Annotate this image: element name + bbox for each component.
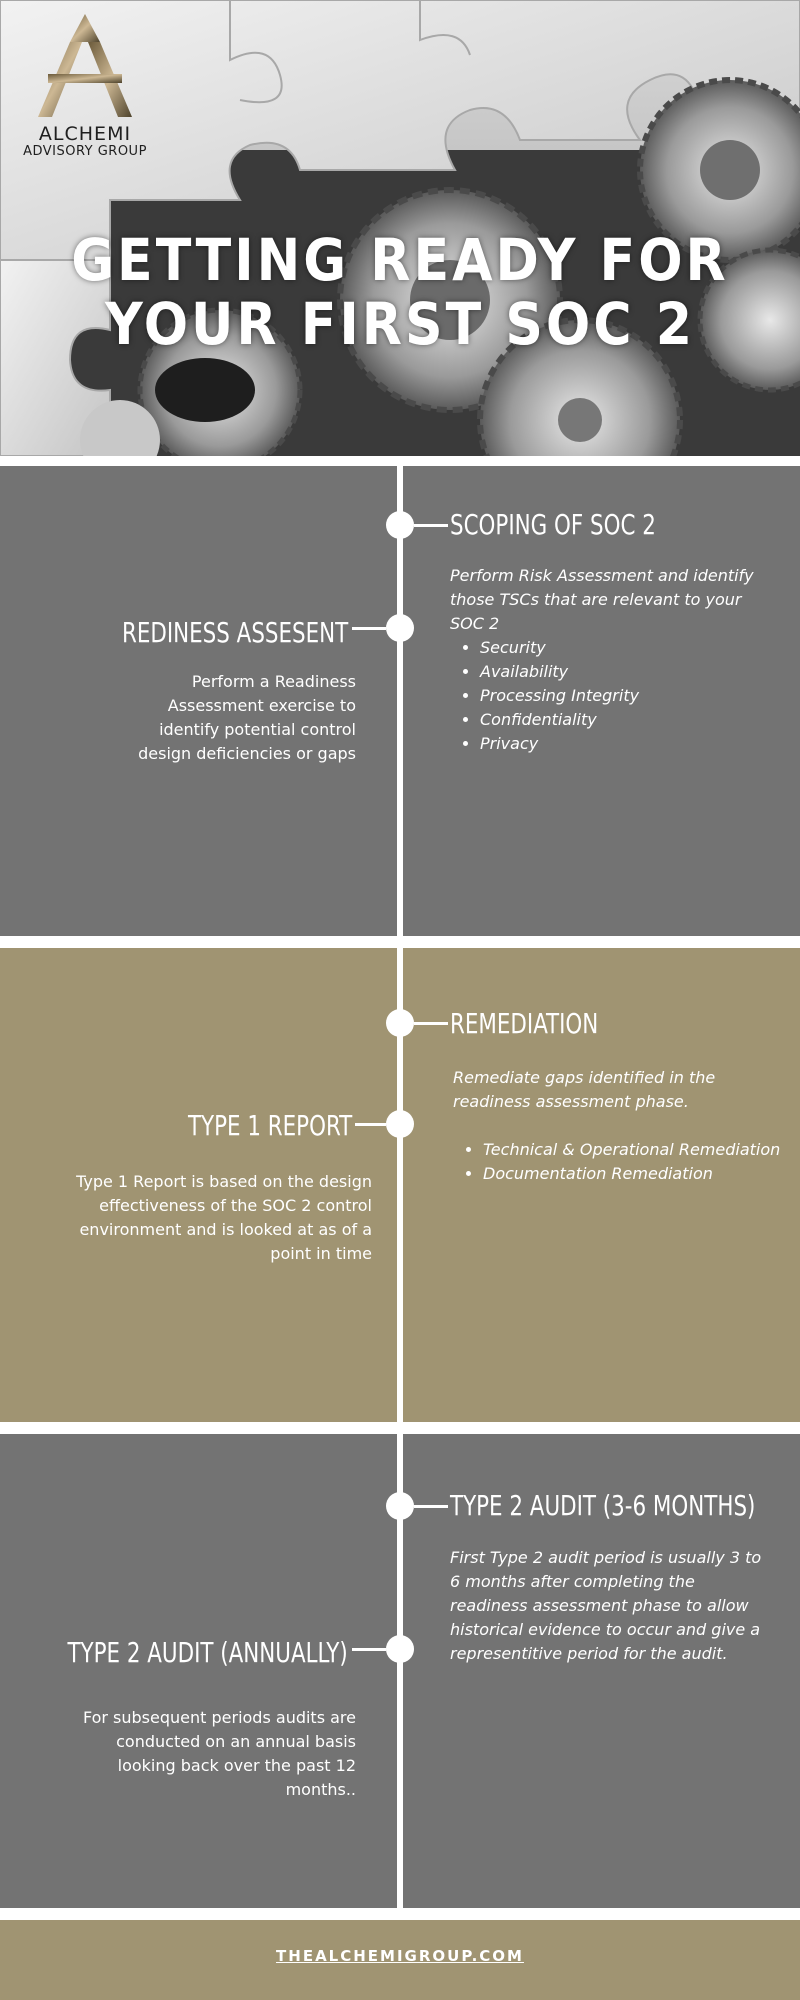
remediation-list xyxy=(455,1138,800,1186)
list-item: • Processing Integrity xyxy=(480,684,800,708)
footer xyxy=(0,1920,800,2000)
type-1-description: Type 1 Report is based on the design effectiveness of the SOC 2 control environment and is looked at as of a point in time xyxy=(76,1172,372,1263)
timeline-node xyxy=(386,614,414,642)
tsc-list xyxy=(452,636,800,756)
page-title: GETTING READY FOR YOUR FIRST SOC 2 xyxy=(71,226,729,358)
heading-readiness-assessment: REDINESS ASSESENT xyxy=(121,616,348,649)
heading-type-2-audit-3-6-months: TYPE 2 AUDIT (3-6 MONTHS) xyxy=(450,1489,756,1522)
timeline-connector xyxy=(352,627,386,630)
timeline-node xyxy=(386,1635,414,1663)
list-item: • Technical & Operational Remediation xyxy=(483,1138,800,1162)
list-item: • Privacy xyxy=(480,732,800,756)
website-link[interactable]: THEALCHEMIGROUP.COM xyxy=(276,1947,524,1965)
timeline-node xyxy=(386,1110,414,1138)
type-2-annual-description: For subsequent periods audits are conducted on an annual basis looking back over the past 12 months.. xyxy=(82,1708,356,1799)
scoping-description: Perform Risk Assessment and identify those TSCs that are relevant to your SOC 2 xyxy=(450,566,754,633)
list-item: • Confidentiality xyxy=(480,708,800,732)
timeline-connector xyxy=(352,1648,386,1651)
timeline-connector xyxy=(414,524,448,527)
heading-type-2-audit-annually: TYPE 2 AUDIT (ANNUALLY) xyxy=(67,1636,348,1669)
timeline-node xyxy=(386,511,414,539)
hero-banner xyxy=(0,0,800,456)
list-item: • Availability xyxy=(480,660,800,684)
remediation-description: Remediate gaps identified in the readiness assessment phase. xyxy=(453,1068,716,1111)
alchemi-a-logo-icon xyxy=(30,12,140,122)
timeline-connector xyxy=(355,1123,386,1126)
type-2-first-description: First Type 2 audit period is usually 3 to 6 months after completing the readiness assessment phase to allow historical evidence to occur and give a representitive period for the audit. xyxy=(450,1548,762,1663)
timeline-connector xyxy=(414,1022,448,1025)
heading-remediation: REMEDIATION xyxy=(450,1007,599,1040)
logo-name: ALCHEMI xyxy=(38,123,132,145)
list-item: • Security xyxy=(480,636,800,660)
timeline-node xyxy=(386,1492,414,1520)
heading-scoping-of-soc2: SCOPING OF SOC 2 xyxy=(450,508,656,541)
company-logo[interactable] xyxy=(10,12,160,159)
logo-subtitle: ADVISORY GROUP xyxy=(23,144,147,159)
heading-type-1-report: TYPE 1 REPORT xyxy=(187,1109,352,1142)
timeline-connector xyxy=(414,1505,448,1508)
timeline-node xyxy=(386,1009,414,1037)
list-item: • Documentation Remediation xyxy=(483,1162,800,1186)
readiness-description: Perform a Readiness Assessment exercise to identify potential control design deficiencies or gaps xyxy=(138,672,356,763)
